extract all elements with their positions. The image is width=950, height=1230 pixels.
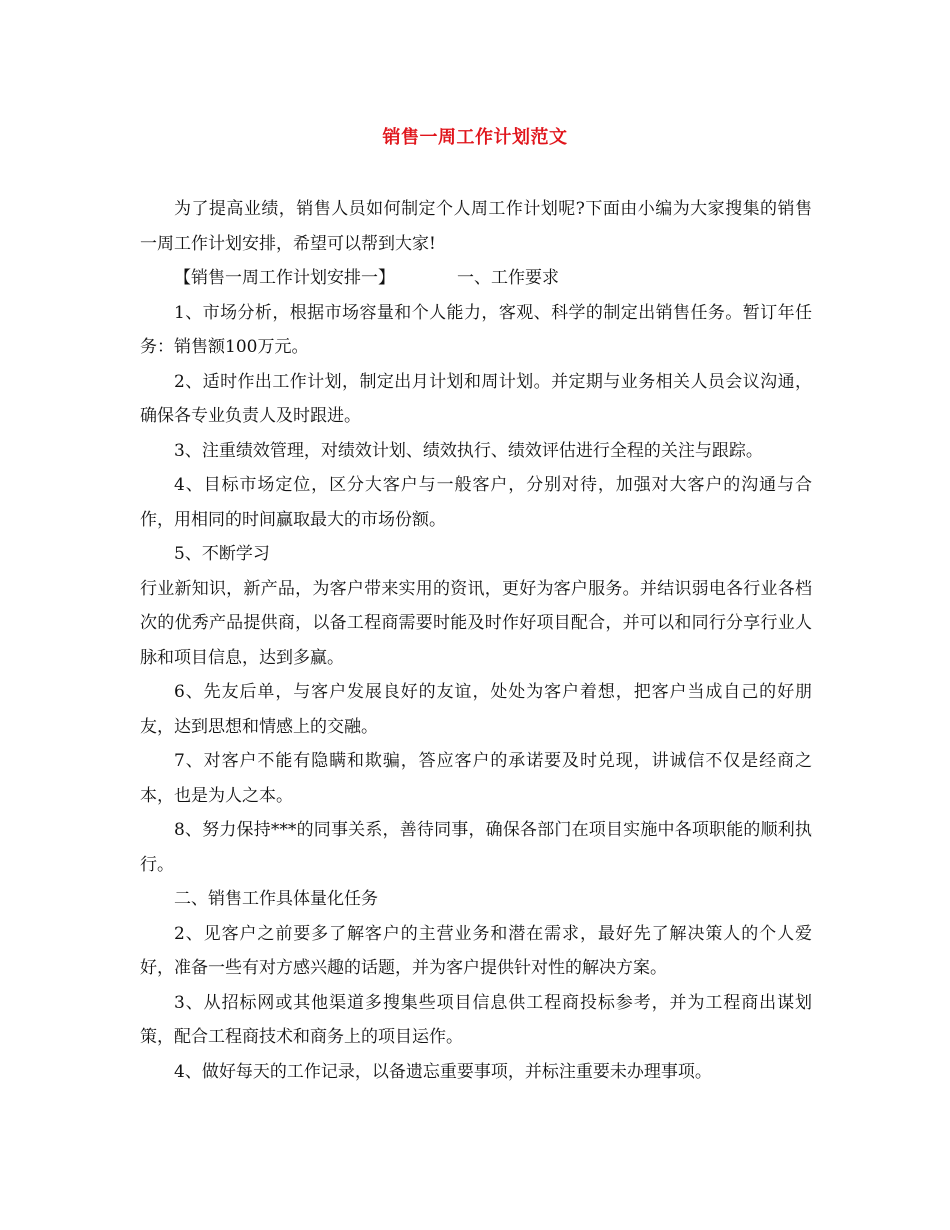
list-item: 7、对客户不能有隐瞒和欺骗，答应客户的承诺要及时兑现，讲诚信不仅是经商之本，也是为人之本。 [140,751,812,806]
section2-heading: 二、销售工作具体量化任务 [174,889,378,909]
list-item: 3、从招标网或其他渠道多搜集些项目信息供工程商投标参考，并为工程商出谋划策，配合工程商技术和商务上的项目运作。 [140,992,812,1047]
list-item: 6、先友后单，与客户发展良好的友谊，处处为客户着想，把客户当成自己的好朋友，达到思想和情感上的交融。 [140,682,812,737]
list-item: 3、注重绩效管理，对绩效计划、绩效执行、绩效评估进行全程的关注与跟踪。 [174,440,763,461]
list-item: 2、见客户之前要多了解客户的主营业务和潜在需求，最好先了解决策人的个人爱好，准备一些有对方感兴趣的话题，并为客户提供针对性的解决方案。 [140,923,812,978]
list-item: 1、市场分析，根据市场容量和个人能力，客观、科学的制定出销售任务。暂订年任务：销售额100万元。 [140,302,812,357]
list-item: 4、目标市场定位，区分大客户与一般客户，分别对待，加强对大客户的沟通与合作，用相同的时间赢取最大的市场份额。 [140,475,812,530]
arrangement-heading-line [140,261,812,296]
list-item-detail: 行业新知识，新产品，为客户带来实用的资讯，更好为客户服务。并结识弱电各行业各档次的优秀产品提供商，以备工程商需要时能及时作好项目配合，并可以和同行分享行业人脉和项目信息，达到多赢。 [140,578,812,668]
list-item: 4、做好每天的工作记录，以备遗忘重要事项，并标注重要未办理事项。 [174,1061,712,1082]
list-item: 2、适时作出工作计划，制定出月计划和周计划。并定期与业务相关人员会议沟通，确保各专业负责人及时跟进。 [140,371,812,426]
list-item: 5、不断学习 [174,544,270,564]
intro-paragraph: 为了提高业绩，销售人员如何制定个人周工作计划呢?下面由小编为大家搜集的销售一周工作计划安排，希望可以帮到大家! [140,199,812,254]
list-item: 8、努力保持***的同事关系，善待同事，确保各部门在项目实施中各项职能的顺利执行。 [140,820,812,875]
document-body [140,192,812,1089]
document-title: 销售一周工作计划范文 [382,127,568,148]
arrangement-heading: 【销售一周工作计划安排一】 [174,268,395,288]
section1-heading: 一、工作要求 [457,268,559,288]
